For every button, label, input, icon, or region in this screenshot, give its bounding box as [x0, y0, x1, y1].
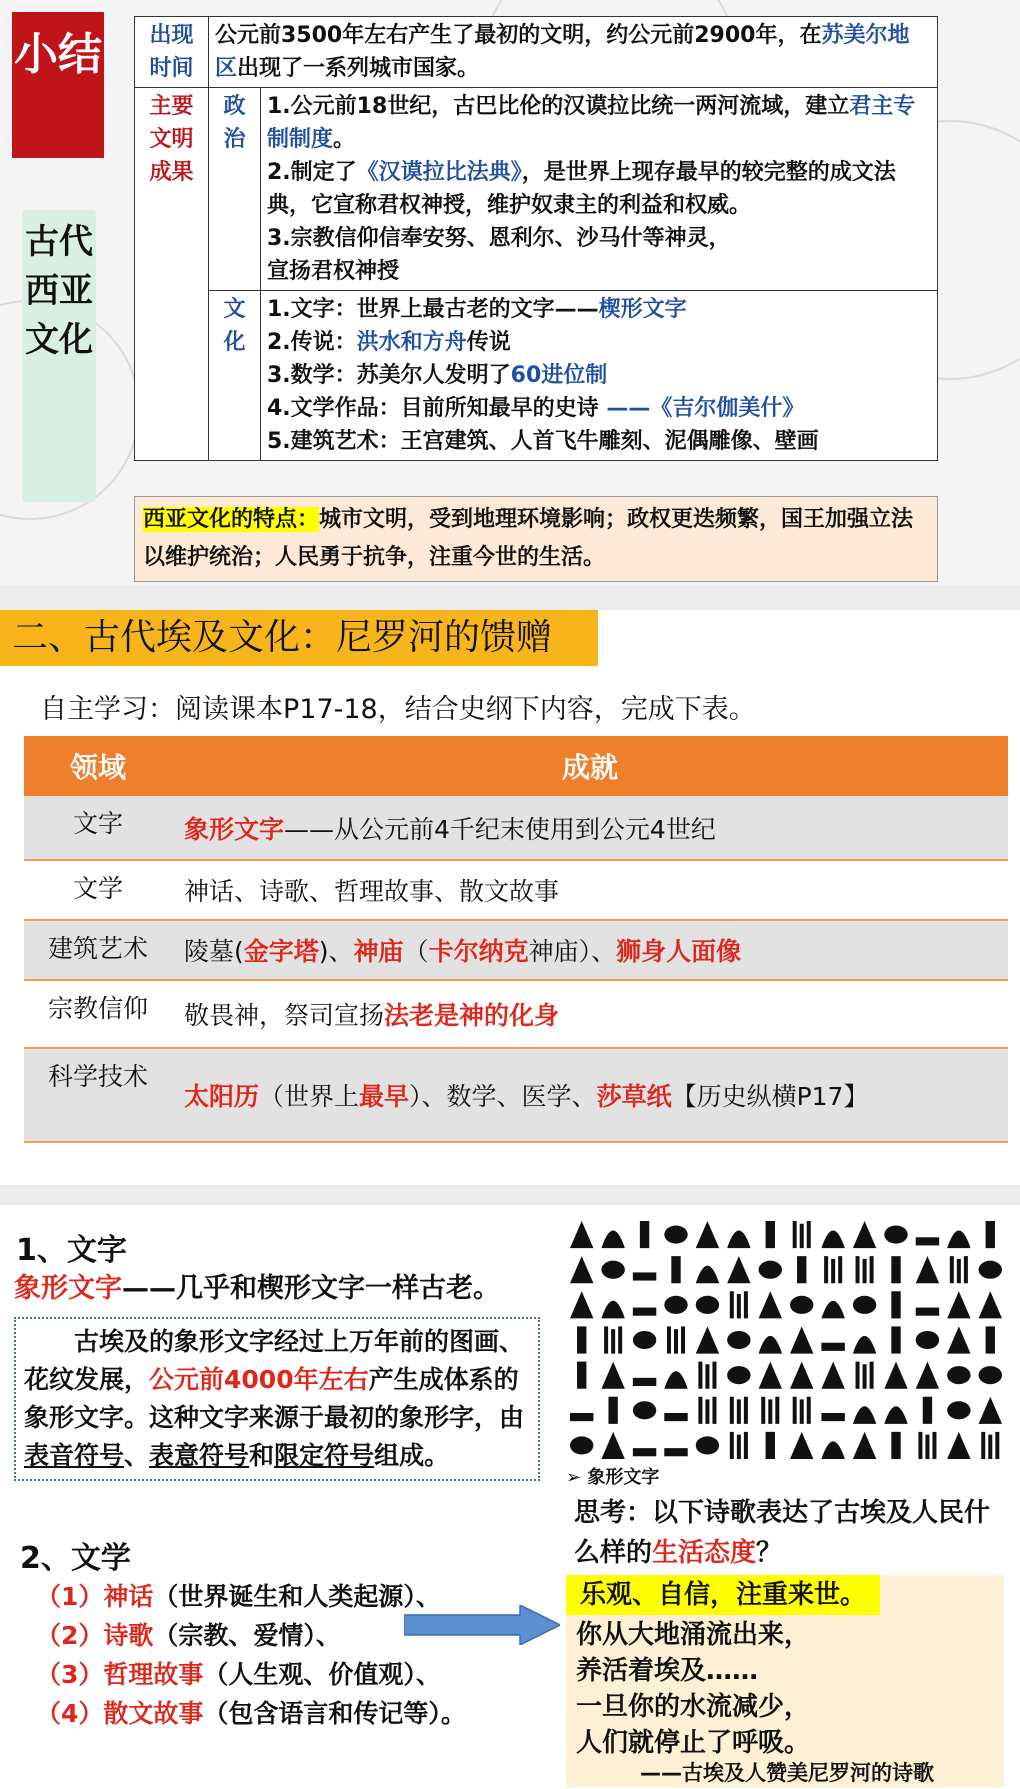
- glyph: [790, 1296, 813, 1314]
- list-desc: （宗教、爱情）、: [153, 1621, 341, 1650]
- glyph: [979, 1291, 1002, 1318]
- field-cell: 建筑艺术: [24, 920, 172, 980]
- row-label-culture: 文化: [209, 291, 261, 461]
- glyph: [979, 1366, 1002, 1384]
- glyph: [916, 1362, 939, 1389]
- list-item: [36, 1616, 466, 1655]
- text: 【历史纵横P17】: [671, 1082, 869, 1111]
- glyph: [696, 1296, 719, 1314]
- highlight-text: 最早: [359, 1082, 410, 1111]
- achievement-cell: [172, 920, 1008, 980]
- glyph: [601, 1432, 624, 1459]
- time-cell: [209, 17, 938, 88]
- arrow-right-icon: [404, 1605, 560, 1645]
- text: 公元前3500年左右产生了最初的文明，约公元前2900年，在: [215, 23, 822, 48]
- achievement-cell: [172, 796, 1008, 860]
- glyph: [727, 1366, 750, 1384]
- text: （世界上: [259, 1082, 360, 1111]
- glyph: [923, 1397, 932, 1424]
- text: ——从公元前4千纪末使用到公元4世纪: [284, 814, 716, 844]
- glyph: [891, 1432, 900, 1459]
- culture-item-3: 3.数学：苏美尔人发明了60进位制: [267, 363, 608, 388]
- heading-writing: 1、文字: [16, 1233, 127, 1268]
- glyph: [853, 1432, 876, 1459]
- glyph: [664, 1226, 687, 1244]
- glyph: [759, 1362, 782, 1389]
- heading-literature: 2、文学: [20, 1541, 131, 1576]
- glyph: [700, 1362, 714, 1389]
- glyph: [821, 1413, 844, 1421]
- glyph: [664, 1448, 687, 1456]
- list-item: [36, 1655, 466, 1694]
- glyph: [797, 1256, 806, 1283]
- feature-box: [134, 496, 938, 582]
- glyph: [633, 1401, 656, 1419]
- answer-highlight: 乐观、自信，注重来世。: [566, 1575, 880, 1615]
- glyph: [669, 1326, 683, 1353]
- glyph: [986, 1221, 995, 1248]
- glyph: [979, 1261, 1002, 1279]
- side-title: 古代西亚文化: [22, 210, 96, 502]
- instruction-text: 自主学习：阅读课本P17-18，结合史纲下内容，完成下表。: [40, 694, 756, 725]
- poem-line: 你从大地涌流出来，: [576, 1620, 811, 1650]
- glyph: [790, 1362, 813, 1389]
- glyph: [891, 1256, 900, 1283]
- table-row: [24, 796, 1008, 860]
- table-row: [24, 920, 1008, 980]
- glyph: [821, 1343, 844, 1351]
- poem-line: 一旦你的水流减少，: [576, 1692, 811, 1722]
- glyph: [790, 1432, 813, 1459]
- glyph: [671, 1256, 680, 1283]
- list-term: 散文故事: [103, 1699, 204, 1728]
- glyph: [795, 1221, 809, 1248]
- text: （: [403, 937, 429, 966]
- glyph: [577, 1362, 586, 1389]
- detail-slide: [0, 1205, 1020, 1789]
- culture-item-1: 1.文字：世界上最古老的文字——楔形文字: [267, 297, 687, 322]
- literature-list: [36, 1577, 466, 1733]
- list-num: （1）: [36, 1582, 104, 1611]
- glyph: [570, 1221, 593, 1248]
- glyph: [821, 1362, 844, 1389]
- glyph: [633, 1308, 656, 1316]
- field-cell: 科学技术: [24, 1048, 172, 1142]
- glyph: [826, 1256, 840, 1283]
- table-row: [24, 860, 1008, 920]
- glyph: [732, 1432, 746, 1459]
- writing-description-box: 古埃及的象形文字经过上万年前的图画、花纹发展，公元前4000年左右产生成体系的象形文字。这种文字来源于最初的象形字，由表音符号、表意符号和限定符号组成。: [14, 1317, 540, 1481]
- glyph: [979, 1397, 1002, 1424]
- glyph: [821, 1441, 844, 1459]
- glyph: [727, 1331, 750, 1349]
- glyph: [858, 1256, 872, 1283]
- header-achievement: 成就: [172, 736, 1008, 796]
- glyph: [633, 1272, 656, 1280]
- glyph: [916, 1237, 939, 1245]
- glyph: [821, 1301, 844, 1319]
- poem-text: [576, 1617, 810, 1761]
- glyph: [700, 1397, 714, 1424]
- row-label-time: 出现时间: [135, 17, 209, 88]
- glyph: [916, 1308, 939, 1316]
- list-term: 哲理故事: [103, 1660, 204, 1689]
- text: 敬畏神，祭司宣扬: [184, 1001, 385, 1030]
- glyph: [766, 1432, 775, 1459]
- glyph: [759, 1261, 782, 1279]
- politics-cell: [261, 88, 938, 291]
- feature-label: 西亚文化的特点：: [143, 507, 320, 532]
- glyph: [884, 1362, 907, 1389]
- highlight-text: 太阳历: [184, 1082, 260, 1111]
- glyph: [601, 1362, 624, 1389]
- text: 陵墓(: [184, 937, 244, 966]
- summary-slide: [0, 0, 1020, 585]
- list-num: （4）: [36, 1699, 104, 1728]
- glyph: [891, 1326, 900, 1353]
- politics-item-3: 3.宗教信仰信奉安努、恩利尔、沙马什等神灵， 宣扬君权神授: [267, 226, 731, 284]
- poem-line: 人们就停止了呼吸。: [576, 1728, 811, 1758]
- glyph: [947, 1432, 970, 1459]
- glyph: [920, 1432, 934, 1459]
- row-label-achievements: 主要文明成果: [135, 88, 209, 461]
- list-desc: （包含语言和传记等）。: [203, 1699, 466, 1728]
- list-num: （2）: [36, 1621, 104, 1650]
- glyph: [577, 1326, 586, 1353]
- politics-item-2: 2.制定了《汉谟拉比法典》，是世界上现存最早的较完整的成文法典，它宣称君权神授，维护奴隶主的利益和权威。: [267, 160, 896, 218]
- glyph: [696, 1266, 719, 1284]
- text: 出现了一系列城市国家。: [237, 56, 480, 81]
- glyph: [916, 1256, 939, 1283]
- text: 神庙）、: [528, 937, 617, 966]
- glyph: [664, 1371, 687, 1389]
- glyph: [983, 1432, 997, 1459]
- list-desc: （世界诞生和人类起源）、: [153, 1582, 441, 1611]
- glyph: [952, 1256, 966, 1283]
- glyph: [986, 1326, 995, 1353]
- list-item: [36, 1694, 466, 1733]
- glyph: [664, 1413, 687, 1421]
- summary-badge: 小结: [12, 12, 104, 158]
- glyph: [884, 1226, 907, 1244]
- achievement-cell: [172, 860, 1008, 920]
- highlight-text: 莎草纸: [596, 1082, 672, 1111]
- text: ）、数学、医学、: [409, 1082, 597, 1111]
- header-field: 领域: [24, 736, 172, 796]
- field-cell: 文学: [24, 860, 172, 920]
- highlight-text: 金字塔: [243, 937, 319, 966]
- glyph: [570, 1256, 593, 1283]
- glyph: [633, 1448, 656, 1456]
- glyph: [947, 1291, 970, 1318]
- achievement-cell: [172, 980, 1008, 1048]
- list-item: [36, 1577, 466, 1616]
- culture-item-4: 4.文学作品：目前所知最早的史诗 ——《吉尔伽美什》: [267, 396, 805, 421]
- writing-intro: 象形文字——几乎和楔形文字一样古老。: [14, 1273, 500, 1304]
- culture-item-2: 2.传说：洪水和方舟传说: [267, 330, 511, 355]
- glyph: [601, 1261, 624, 1279]
- glyph: [947, 1366, 970, 1384]
- glyph: [853, 1336, 876, 1354]
- glyph: [570, 1413, 593, 1421]
- glyph: [853, 1221, 876, 1248]
- highlight-text: 神庙: [353, 937, 404, 966]
- glyph: [916, 1331, 939, 1349]
- glyph: [727, 1256, 750, 1283]
- glyph: [727, 1231, 750, 1249]
- highlight-text: 狮身人面像: [616, 937, 742, 966]
- glyph: [947, 1401, 970, 1419]
- politics-item-1: 1.公元前18世纪，古巴比伦的汉谟拉比统一两河流域，建立君主专制制度。: [267, 94, 916, 152]
- glyph: [601, 1231, 624, 1249]
- list-term: 诗歌: [103, 1621, 154, 1650]
- egypt-slide: [0, 610, 1020, 1185]
- glyph: [947, 1231, 970, 1249]
- glyph: [608, 1397, 617, 1424]
- highlight-text: 法老是神的化身: [384, 1001, 560, 1030]
- glyph: [640, 1221, 649, 1248]
- glyph: [732, 1397, 746, 1424]
- glyph: [763, 1397, 777, 1424]
- culture-cell: [261, 291, 938, 461]
- summary-table: [134, 16, 938, 461]
- glyph: [891, 1291, 900, 1318]
- highlight-text: 卡尔纳克: [428, 937, 529, 966]
- text: )、: [318, 937, 354, 966]
- glyph: [759, 1291, 782, 1318]
- poem-line: 养活着埃及……: [576, 1656, 759, 1686]
- glyph: [947, 1326, 970, 1353]
- glyph: [606, 1326, 620, 1353]
- glyph: [853, 1296, 876, 1314]
- glyph: [696, 1436, 719, 1454]
- glyph: [884, 1406, 907, 1424]
- glyph: [853, 1406, 876, 1424]
- field-cell: 宗教信仰: [24, 980, 172, 1048]
- highlight-text: 象形文字: [184, 814, 285, 844]
- table-row: [24, 980, 1008, 1048]
- hieroglyphs-image: [566, 1217, 1006, 1463]
- hieroglyphs-caption: ➢ 象形文字: [566, 1467, 660, 1488]
- glyph: [696, 1326, 719, 1353]
- glyph: [570, 1291, 593, 1318]
- think-question: 思考：以下诗歌表达了古埃及人民什么样的生活态度？: [574, 1498, 991, 1568]
- row-label-politics: 政治: [209, 88, 261, 291]
- achievement-cell: [172, 1048, 1008, 1142]
- glyph: [664, 1296, 687, 1314]
- section-banner: 二、古代埃及文化：尼罗河的馈赠: [0, 610, 598, 666]
- glyph: [759, 1336, 782, 1354]
- table-row: [24, 1048, 1008, 1142]
- glyph: [601, 1301, 624, 1319]
- list-term: 神话: [103, 1582, 154, 1611]
- achievement-table: [24, 736, 1008, 1143]
- poem-source: ——古埃及人赞美尼罗河的诗歌: [640, 1761, 934, 1785]
- culture-item-5: 5.建筑艺术：王宫建筑、人首飞牛雕刻、泥偶雕像、壁画: [267, 429, 819, 454]
- glyph: [570, 1436, 593, 1454]
- glyph: [766, 1221, 775, 1248]
- feature-text: 城市文明，受到地理环境影响；政权更迭频繁，国王加强立法以维护统治；人民勇于抗争，注重今世的生活。: [143, 507, 914, 570]
- text-highlight: 苏美尔地区: [215, 23, 910, 81]
- list-desc: （人生观、价值观）、: [203, 1660, 441, 1689]
- glyph: [633, 1331, 656, 1349]
- glyph: [633, 1378, 656, 1386]
- glyph: [732, 1291, 746, 1318]
- text: 神话、诗歌、哲理故事、散文故事: [184, 877, 560, 906]
- glyph: [696, 1221, 719, 1248]
- glyph: [790, 1326, 813, 1353]
- list-num: （3）: [36, 1660, 104, 1689]
- glyph: [795, 1397, 809, 1424]
- field-cell: 文字: [24, 796, 172, 860]
- glyph: [858, 1362, 872, 1389]
- glyph: [821, 1231, 844, 1249]
